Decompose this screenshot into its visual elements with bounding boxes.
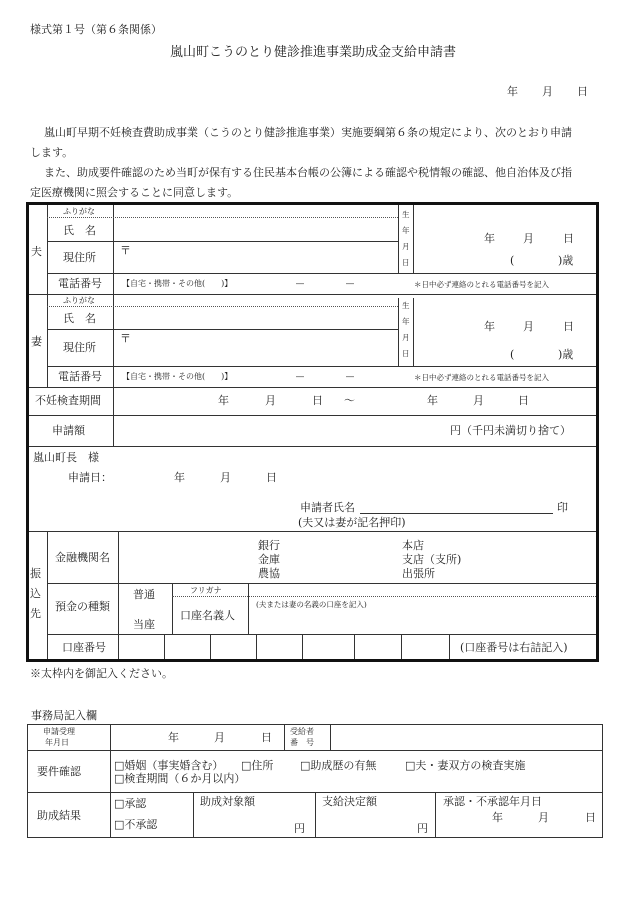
target-amount-label: 助成対象額 <box>200 795 255 808</box>
deposit-current: 当座 <box>133 618 155 631</box>
wife-dob-char-3: 月 <box>402 333 410 342</box>
husband-phone-types: 【自宅・携帯・その他( )】 <box>122 279 233 288</box>
husband-side-label: 夫 <box>31 245 42 258</box>
check-history[interactable]: □助成歴の有無 <box>300 759 377 772</box>
husband-dob-char-1: 生 <box>402 210 410 219</box>
application-date-day: 日 <box>266 471 277 484</box>
wife-phone-label: 電話番号 <box>58 370 102 383</box>
period-end-month: 月 <box>473 394 484 407</box>
recipient-label-1: 受給者 <box>290 727 314 736</box>
check-marriage[interactable]: □婚姻（事実婚含む） <box>114 759 224 772</box>
wife-phone-note: ＊日中必ず連絡のとれる電話番号を記入 <box>414 373 549 382</box>
period-tilde: ～ <box>344 394 355 407</box>
applicant-name-label: 申請者氏名 <box>300 501 355 514</box>
wife-furigana-label: ふりがな <box>63 296 95 305</box>
check-address[interactable]: □住所 <box>241 759 274 772</box>
wife-dob-month: 月 <box>523 320 534 333</box>
decision-year: 年 <box>492 811 503 824</box>
husband-age-open: ( <box>510 254 515 267</box>
result-disapprove[interactable]: □不承認 <box>114 818 158 831</box>
date-month-label: 月 <box>542 85 553 98</box>
bank-side-char-1: 振 <box>30 567 41 580</box>
result-label: 助成結果 <box>37 809 81 822</box>
wife-age-close: )歳 <box>558 348 574 361</box>
wife-dob-char-2: 年 <box>402 317 410 326</box>
page-title: 嵐山町こうのとり健診推進事業助成金支給申請書 <box>170 45 457 60</box>
period-start-year: 年 <box>218 394 229 407</box>
husband-dob-char-2: 年 <box>402 226 410 235</box>
account-number-note: (口座番号は右詰記入) <box>460 641 568 654</box>
husband-furigana-label: ふりがな <box>63 207 95 216</box>
husband-name-label: 氏 名 <box>63 224 96 237</box>
deposit-type-label: 預金の種類 <box>55 600 110 613</box>
husband-phone-note: ＊日中必ず連絡のとれる電話番号を記入 <box>414 280 549 289</box>
holder-kana-label: フリガナ <box>190 586 222 595</box>
husband-dob-month: 月 <box>523 232 534 245</box>
decision-day: 日 <box>585 811 596 824</box>
applicant-note: (夫又は妻が記名押印) <box>298 516 406 529</box>
check-both-tested[interactable]: □夫・妻双方の検査実施 <box>405 759 526 772</box>
deposit-normal: 普通 <box>133 588 155 601</box>
husband-dob-day: 日 <box>563 232 574 245</box>
mayor-addressee: 嵐山町長 様 <box>33 451 99 464</box>
wife-age-open: ( <box>510 348 515 361</box>
date-day-label: 日 <box>577 85 588 98</box>
office-section-title: 事務局記入欄 <box>31 709 97 722</box>
result-approve[interactable]: □承認 <box>114 797 147 810</box>
wife-postal-mark: 〒 <box>120 332 131 345</box>
wife-phone-types: 【自宅・携帯・その他( )】 <box>122 372 233 381</box>
intro-line-1: 嵐山町早期不妊検査費助成事業（こうのとり健診推進事業）実施要綱第６条の規定により、次のとおり申請 <box>44 126 572 139</box>
received-day: 日 <box>261 731 272 744</box>
husband-age-close: )歳 <box>558 254 574 267</box>
wife-phone-dash-1: ― <box>296 372 304 381</box>
period-label: 不妊検査期間 <box>35 394 101 407</box>
footer-note: ※太枠内を御記入ください。 <box>30 667 173 680</box>
inst-type-bank: 銀行 <box>258 539 280 552</box>
wife-name-label: 氏 名 <box>63 312 96 325</box>
branch-type-office: 出張所 <box>402 567 435 580</box>
seal-mark: 印 <box>557 501 568 514</box>
date-year-label: 年 <box>507 85 518 98</box>
wife-phone-dash-2: ― <box>346 372 354 381</box>
husband-dob-char-4: 日 <box>402 258 410 267</box>
intro-line-4: 定医療機関に照会することに同意します。 <box>30 186 239 199</box>
amount-unit: 円（千円未満切り捨て） <box>450 424 571 437</box>
wife-side-label: 妻 <box>31 335 42 348</box>
intro-line-3: また、助成要件確認のため当町が保有する住民基本台帳の公簿による確認や税情報の確認、他自治体及び指 <box>44 166 572 179</box>
inst-type-nokyo: 農協 <box>258 567 280 580</box>
wife-dob-year: 年 <box>484 320 495 333</box>
husband-postal-mark: 〒 <box>120 244 131 257</box>
period-end-day: 日 <box>518 394 529 407</box>
decided-amount-label: 支給決定額 <box>322 795 377 808</box>
form-number: 様式第１号（第６条関係） <box>30 23 162 36</box>
husband-address-label: 現住所 <box>63 251 96 264</box>
received-label-2: 年月日 <box>45 738 69 747</box>
inst-type-shinkin: 金庫 <box>258 553 280 566</box>
requirements-label: 要件確認 <box>37 765 81 778</box>
period-start-month: 月 <box>265 394 276 407</box>
husband-phone-dash-2: ― <box>346 279 354 288</box>
account-holder-label: 口座名義人 <box>180 609 235 622</box>
branch-type-branch: 支店（支所) <box>402 553 462 566</box>
decided-amount-yen: 円 <box>417 822 428 835</box>
intro-line-2: します。 <box>30 146 74 159</box>
husband-dob-char-3: 月 <box>402 242 410 251</box>
bank-side-char-3: 先 <box>30 607 41 620</box>
husband-dob-year: 年 <box>484 232 495 245</box>
check-period[interactable]: □検査期間（６か月以内） <box>114 772 246 785</box>
period-start-day: 日 <box>312 394 323 407</box>
decision-month: 月 <box>538 811 549 824</box>
decision-date-label: 承認・不承認年月日 <box>443 795 542 808</box>
account-holder-note: (夫または妻の名義の口座を記入) <box>256 600 367 609</box>
received-label-1: 申請受理 <box>43 727 75 736</box>
received-year: 年 <box>168 731 179 744</box>
bank-side-char-2: 込 <box>30 587 41 600</box>
wife-dob-char-4: 日 <box>402 349 410 358</box>
branch-type-main: 本店 <box>402 539 424 552</box>
husband-phone-dash-1: ― <box>296 279 304 288</box>
wife-address-label: 現住所 <box>63 341 96 354</box>
received-month: 月 <box>214 731 225 744</box>
application-date-year: 年 <box>174 471 185 484</box>
institution-label: 金融機関名 <box>55 551 110 564</box>
recipient-label-2: 番 号 <box>290 738 314 747</box>
application-date-label: 申請日： <box>68 471 112 484</box>
target-amount-yen: 円 <box>294 822 305 835</box>
amount-label: 申請額 <box>52 424 85 437</box>
wife-dob-day: 日 <box>563 320 574 333</box>
period-end-year: 年 <box>427 394 438 407</box>
husband-phone-label: 電話番号 <box>58 277 102 290</box>
account-number-label: 口座番号 <box>62 641 106 654</box>
application-date-month: 月 <box>220 471 231 484</box>
wife-dob-char-1: 生 <box>402 301 410 310</box>
